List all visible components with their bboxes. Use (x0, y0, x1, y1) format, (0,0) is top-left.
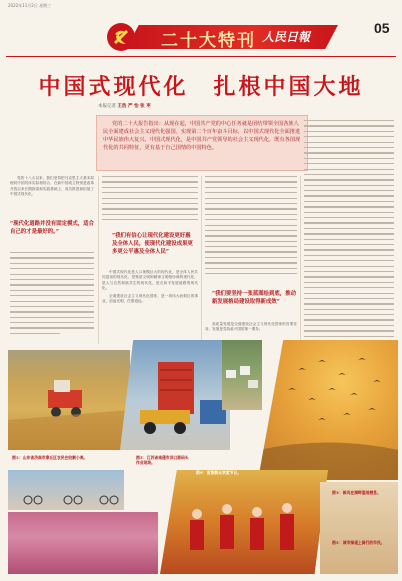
photo-harvest (8, 350, 130, 450)
photo-birds (258, 340, 398, 480)
paper-name: 人民日報 (262, 30, 311, 44)
caption-2: 图②：江苏省南通市洋口港码头作业现场。 (136, 455, 189, 466)
body-text-block (304, 120, 394, 345)
main-headline: 中国式现代化 扎根中国大地 (38, 74, 364, 100)
body-text-block (102, 176, 198, 228)
section-title: 二十大特刊 (161, 31, 256, 51)
photo-village (222, 340, 262, 410)
body-paragraph: 中国式现代化是人口规模巨大的现代化，是全体人民共同富裕的现代化，是物质文明和精神文明相协调的现代化，是人与自然和谐共生的现代化，是走和平发展道路的现代化。 (102, 270, 198, 291)
lead-text: 党的二十大报告指出：从现在起，中国共产党的中心任务就是团结带领全国各族人民全面建成社会主义现代化强国、实现第二个百年奋斗目标，以中国式现代化全面推进中华民族伟大复兴。中国式现代化，是中国共产党领导的社会主义现代化，既有各国现代化的共同特征，更有基于自己国情的中国特色。 (103, 121, 301, 151)
page-header (0, 0, 402, 60)
photo-dancers (160, 470, 328, 574)
header-rule (6, 56, 396, 57)
body-text-block (205, 176, 297, 286)
birds-graphic (258, 340, 398, 480)
pullquote-2: “我们有信心让现代化建设更好惠及全体人民，使现代化建设成果更多更公平惠及全体人民” (112, 233, 193, 255)
village-graphic (222, 340, 262, 410)
body-paragraph: 党的十八大以来，我们坚持把马克思主义基本原理同中国具体实际相结合，在新中国成立特别是改革开放以来长期探索和实践基础上，成功推进和拓展了中国式现代化。 (10, 176, 94, 197)
column-divider (300, 176, 301, 344)
column-divider (201, 176, 202, 344)
byline (98, 103, 151, 109)
harvester-graphic (8, 350, 130, 450)
caption-1: 图①：山东省济南市章丘区农民在收割小麦。 (12, 455, 88, 460)
caption-5: 图⑤：城市绿道上骑行的市民。 (332, 540, 385, 545)
body-column-1 (10, 176, 94, 218)
body-paragraph: 高质量发展是全面建设社会主义现代化国家的首要任务。发展是党执政兴国的第一要务。 (205, 322, 297, 332)
photo-port (120, 340, 230, 450)
photo-flowers (8, 512, 158, 574)
body-paragraph: 全面建设社会主义现代化国家，是一项伟大而艰巨的事业，前途光明，任重道远。 (102, 293, 198, 304)
pullquote-3: “我们要坚持一张蓝图绘到底，推动新发展格局建设取得新成效” (212, 291, 296, 305)
column-divider (98, 176, 99, 344)
lead-box (96, 115, 308, 171)
photo-cycling (8, 470, 124, 510)
byline-names: 王浩 严 怡 张 枣 (117, 104, 151, 109)
caption-4: 图④：苗族群众欢度节日。 (196, 470, 241, 475)
issue-date: 2022年11月2日 星期三 (8, 3, 52, 8)
container-crane-graphic (120, 340, 230, 450)
body-text-block (10, 252, 94, 342)
byline-prefix: 本报记者 (98, 104, 116, 109)
body-column-2 (102, 270, 198, 344)
photo-bottom-right (320, 482, 398, 574)
cyclists-graphic (8, 470, 124, 510)
page-number: 05 (374, 20, 390, 36)
dancers-graphic (160, 470, 328, 574)
pullquote-1: “现代化道路并没有固定模式，适合自己的才是最好的。” (10, 221, 94, 235)
caption-3: 图③：候鸟在湖畔湿地栖息。 (332, 490, 381, 495)
